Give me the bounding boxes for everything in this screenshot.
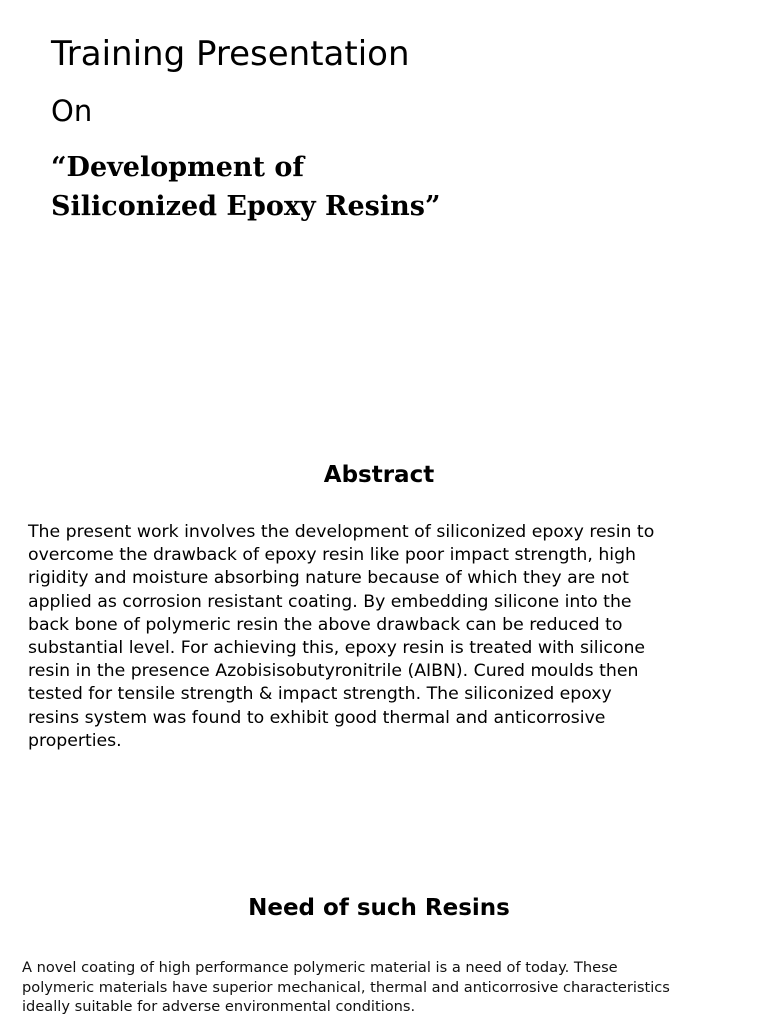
abstract-line: resins system was found to exhibit good thermal and anticorrosive bbox=[28, 707, 606, 728]
abstract-line: substantial level. For achieving this, epoxy resin is treated with silicone bbox=[28, 638, 646, 659]
topic-title bbox=[51, 148, 440, 226]
topic-title-line: Siliconized Epoxy Resins” bbox=[51, 191, 441, 222]
abstract-line: back bone of polymeric resin the above drawback can be reduced to bbox=[28, 614, 623, 635]
abstract-line: The present work involves the development of siliconized epoxy resin to bbox=[28, 522, 655, 542]
abstract-line: resin in the presence Azobisisobutyronitrile (AIBN). Cured moulds then bbox=[28, 661, 639, 682]
abstract-line: properties. bbox=[28, 730, 122, 751]
abstract-paragraph bbox=[28, 521, 740, 753]
need-line: polymeric materials have superior mechanical, thermal and anticorrosive characteristics bbox=[22, 978, 670, 996]
need-line: A novel coating of high performance polymeric material is a need of today. These bbox=[22, 959, 618, 976]
need-paragraph bbox=[22, 958, 762, 1017]
presentation-subtitle: On bbox=[51, 94, 93, 128]
abstract-line: rigidity and moisture absorbing nature because of which they are not bbox=[28, 568, 629, 589]
abstract-line: overcome the drawback of epoxy resin like poor impact strength, high bbox=[28, 545, 636, 566]
abstract-line: tested for tensile strength & impact strength. The siliconized epoxy bbox=[28, 684, 612, 705]
need-heading: Need of such Resins bbox=[248, 895, 510, 921]
topic-title-line: “Development of bbox=[51, 152, 305, 183]
abstract-line: applied as corrosion resistant coating. By embedding silicone into the bbox=[28, 591, 632, 612]
abstract-heading: Abstract bbox=[323, 462, 435, 488]
presentation-title: Training Presentation bbox=[51, 34, 410, 74]
need-line: ideally suitable for adverse environmental conditions. bbox=[22, 998, 416, 1015]
